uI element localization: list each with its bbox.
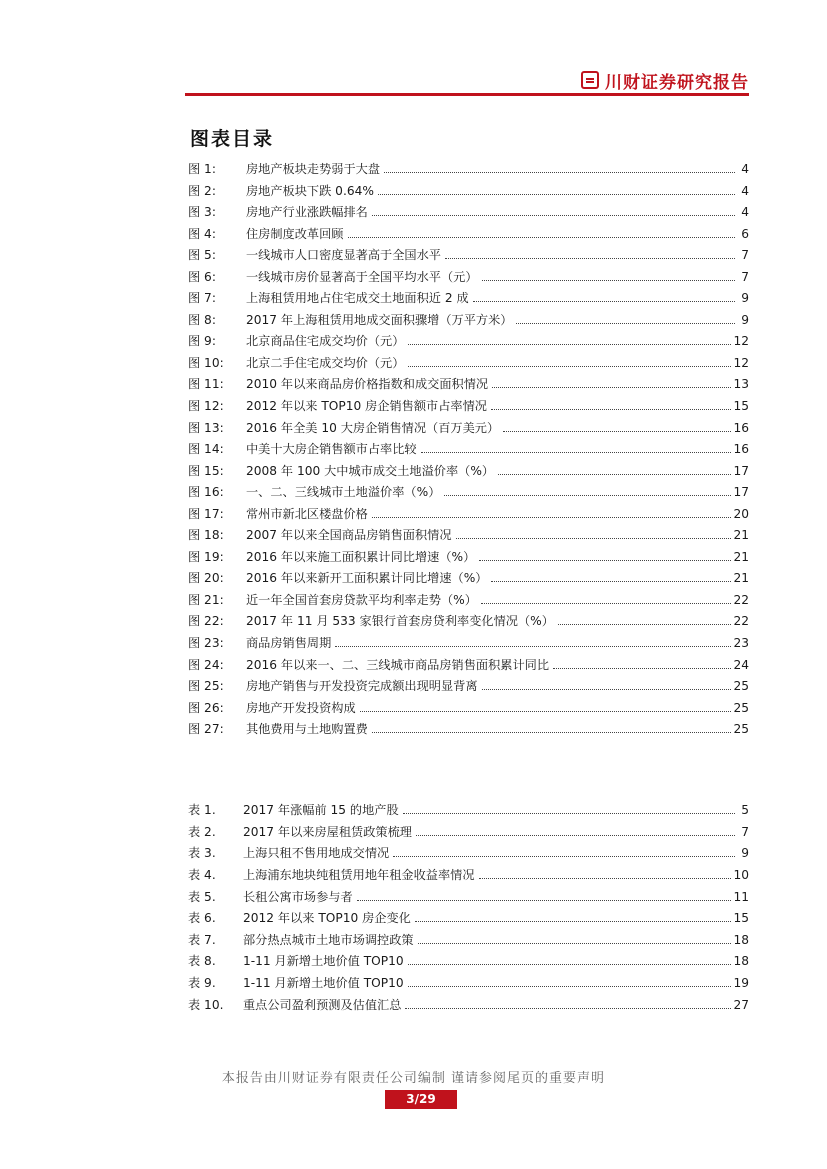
- toc-entry-title[interactable]: 2016 年以来新开工面积累计同比增速（%）: [246, 571, 488, 586]
- toc-entry-title[interactable]: 2012 年以来 TOP10 房企销售额市占率情况: [246, 399, 487, 414]
- toc-entry-number: 图 20:: [188, 571, 224, 586]
- toc-entry-number: 图 27:: [188, 722, 224, 737]
- toc-entry-page: 25: [733, 700, 749, 715]
- dot-leader: [445, 258, 735, 259]
- dot-leader: [482, 689, 732, 690]
- dot-leader: [498, 474, 731, 475]
- toc-entry-title[interactable]: 2010 年以来商品房价格指数和成交面积情况: [246, 377, 489, 392]
- toc-entry-page: 9: [741, 312, 749, 327]
- header-brand: [581, 68, 749, 92]
- toc-entry-title[interactable]: 北京二手住宅成交均价（元）: [246, 355, 405, 370]
- toc-entry-number: 图 10:: [188, 355, 224, 370]
- toc-entry-number: 图 24:: [188, 657, 224, 672]
- dot-leader: [456, 538, 732, 539]
- figure-toc-row[interactable]: [188, 611, 749, 633]
- toc-entry-title[interactable]: 上海只租不售用地成交情况: [243, 846, 390, 861]
- toc-entry-page: 13: [733, 377, 749, 392]
- figure-toc-row[interactable]: [188, 698, 749, 720]
- chuancai-logo-icon: [581, 71, 599, 89]
- dot-leader: [418, 943, 732, 944]
- toc-entry-number: 表 5.: [188, 889, 216, 904]
- toc-entry-number: 图 9:: [188, 334, 216, 349]
- toc-entry-page: 15: [733, 911, 749, 926]
- toc-entry-page: 25: [733, 722, 749, 737]
- toc-entry-number: 图 15:: [188, 463, 224, 478]
- toc-entry-number: 图 22:: [188, 614, 224, 629]
- dot-leader: [444, 495, 731, 496]
- header-rule: [185, 93, 749, 96]
- toc-entry-title[interactable]: 房地产销售与开发投资完成额出现明显背离: [246, 679, 478, 694]
- toc-entry-page: 7: [741, 824, 749, 839]
- toc-entry-title[interactable]: 部分热点城市土地市场调控政策: [243, 932, 414, 947]
- toc-entry-page: 21: [733, 571, 749, 586]
- figure-toc-row[interactable]: [188, 310, 749, 332]
- footer-disclaimer: 本报告由川财证券有限责任公司编制 谨请参阅尾页的重要声明: [221, 1071, 606, 1086]
- figure-toc-row[interactable]: [188, 655, 749, 677]
- toc-entry-number: 图 2:: [188, 183, 216, 198]
- figure-toc-row[interactable]: [188, 288, 749, 310]
- figure-toc-row[interactable]: [188, 396, 749, 418]
- figure-toc-row[interactable]: [188, 374, 749, 396]
- toc-entry-title[interactable]: 商品房销售周期: [246, 636, 332, 651]
- table-toc-row[interactable]: [188, 865, 749, 887]
- figure-toc-row[interactable]: [188, 418, 749, 440]
- dot-leader: [408, 366, 731, 367]
- toc-entry-title[interactable]: 1-11 月新增土地价值 TOP10: [243, 976, 404, 991]
- dot-leader: [479, 560, 731, 561]
- toc-entry-number: 表 4.: [188, 867, 216, 882]
- dot-leader: [384, 172, 735, 173]
- table-toc-row[interactable]: [188, 887, 749, 909]
- toc-entry-title[interactable]: 近一年全国首套房贷款平均利率走势（%）: [246, 592, 477, 607]
- toc-entry-page: 16: [733, 420, 749, 435]
- toc-entry-page: 11: [733, 889, 749, 904]
- dot-leader: [372, 732, 732, 733]
- toc-entry-page: 15: [733, 399, 749, 414]
- figure-toc-row[interactable]: [188, 331, 749, 353]
- toc-entry-title[interactable]: 上海租赁用地占住宅成交土地面积近 2 成: [246, 291, 469, 306]
- dot-leader: [516, 323, 735, 324]
- figure-toc-row[interactable]: [188, 245, 749, 267]
- toc-entry-number: 图 7:: [188, 291, 216, 306]
- figure-toc-row[interactable]: [188, 547, 749, 569]
- dot-leader: [416, 835, 735, 836]
- figure-toc-row[interactable]: [188, 181, 749, 203]
- toc-entry-page: 9: [741, 846, 749, 861]
- toc-entry-number: 图 3:: [188, 205, 216, 220]
- figure-toc-row[interactable]: [188, 202, 749, 224]
- toc-entry-page: 12: [733, 334, 749, 349]
- toc-entry-number: 表 8.: [188, 954, 216, 969]
- toc-entry-number: 表 2.: [188, 824, 216, 839]
- dot-leader: [408, 964, 732, 965]
- toc-entry-page: 25: [733, 679, 749, 694]
- toc-entry-number: 表 1.: [188, 803, 216, 817]
- table-toc-row[interactable]: [188, 951, 749, 973]
- toc-entry-page: 24: [733, 657, 749, 672]
- toc-entry-title[interactable]: 2016 年以来一、二、三线城市商品房销售面积累计同比: [246, 657, 550, 672]
- figure-toc-row[interactable]: [188, 461, 749, 483]
- dot-leader: [558, 624, 732, 625]
- dot-leader: [482, 280, 735, 281]
- toc-entry-title[interactable]: 2016 年全美 10 大房企销售情况（百万美元）: [246, 420, 500, 435]
- dot-leader: [335, 646, 731, 647]
- table-toc-row[interactable]: [188, 930, 749, 952]
- toc-entry-number: 图 12:: [188, 399, 224, 414]
- figure-toc-row[interactable]: [188, 353, 749, 375]
- dot-leader: [372, 517, 732, 518]
- toc-entry-page: 4: [741, 162, 749, 176]
- table-toc-row[interactable]: [188, 995, 749, 1017]
- dot-leader: [491, 581, 731, 582]
- figure-toc-row[interactable]: [188, 267, 749, 289]
- table-toc-row[interactable]: [188, 800, 749, 822]
- page-number-badge: 3/29: [385, 1090, 457, 1109]
- toc-entry-page: 6: [741, 226, 749, 241]
- toc-entry-page: 23: [733, 636, 749, 651]
- toc-entry-page: 16: [733, 442, 749, 457]
- dot-leader: [403, 813, 735, 814]
- figure-toc-row[interactable]: [188, 676, 749, 698]
- toc-entry-number: 图 26:: [188, 700, 224, 715]
- toc-entry-title[interactable]: 2012 年以来 TOP10 房企变化: [243, 911, 411, 926]
- table-toc-row[interactable]: [188, 973, 749, 995]
- toc-entry-page: 21: [733, 528, 749, 543]
- dot-leader: [479, 878, 732, 879]
- toc-entry-title[interactable]: 一线城市人口密度显著高于全国水平: [246, 248, 441, 263]
- figure-toc-row[interactable]: [188, 568, 749, 590]
- toc-entry-title[interactable]: 上海浦东地块纯租赁用地年租金收益率情况: [243, 867, 475, 882]
- dot-leader: [378, 194, 735, 195]
- toc-entry-page: 17: [733, 463, 749, 478]
- dot-leader: [553, 668, 731, 669]
- toc-entry-number: 图 19:: [188, 549, 224, 564]
- toc-entry-title[interactable]: 2017 年上海租赁用地成交面积骤增（万平方米）: [246, 312, 513, 327]
- figure-toc-row[interactable]: [188, 590, 749, 612]
- table-toc: [188, 800, 749, 1016]
- toc-entry-page: 18: [733, 954, 749, 969]
- toc-entry-page: 12: [733, 355, 749, 370]
- toc-entry-page: 22: [733, 592, 749, 607]
- dot-leader: [415, 921, 732, 922]
- figure-toc-row[interactable]: [188, 633, 749, 655]
- dot-leader: [360, 711, 732, 712]
- toc-entry-title[interactable]: 2007 年以来全国商品房销售面积情况: [246, 528, 452, 543]
- dot-leader: [408, 344, 731, 345]
- toc-entry-page: 7: [741, 248, 749, 263]
- dot-leader: [372, 215, 735, 216]
- toc-entry-number: 表 10.: [188, 997, 224, 1012]
- table-toc-row[interactable]: [188, 843, 749, 865]
- toc-entry-page: 21: [733, 549, 749, 564]
- toc-entry-title[interactable]: 房地产开发投资构成: [246, 700, 356, 715]
- toc-entry-title[interactable]: 常州市新北区楼盘价格: [246, 506, 368, 521]
- dot-leader: [481, 603, 732, 604]
- toc-entry-page: 17: [733, 485, 749, 500]
- toc-entry-title[interactable]: 房地产行业涨跌幅排名: [246, 205, 368, 220]
- table-toc-row[interactable]: [188, 908, 749, 930]
- toc-entry-title[interactable]: 2017 年以来房屋租赁政策梳理: [243, 824, 412, 839]
- toc-entry-page: 5: [741, 803, 749, 817]
- figure-toc-row[interactable]: [188, 439, 749, 461]
- dot-leader: [503, 431, 731, 432]
- dot-leader: [473, 301, 735, 302]
- toc-entry-page: 22: [733, 614, 749, 629]
- toc-entry-number: 图 23:: [188, 636, 224, 651]
- toc-entry-title[interactable]: 重点公司盈利预测及估值汇总: [243, 997, 402, 1012]
- toc-entry-number: 表 3.: [188, 846, 216, 861]
- dot-leader: [357, 900, 732, 901]
- toc-entry-title[interactable]: 一、二、三线城市土地溢价率（%）: [246, 485, 441, 500]
- toc-entry-title[interactable]: 北京商品住宅成交均价（元）: [246, 334, 405, 349]
- toc-entry-page: 18: [733, 932, 749, 947]
- figure-toc-row[interactable]: [188, 159, 749, 181]
- section-title: 图表目录: [190, 128, 275, 150]
- toc-entry-page: 4: [741, 183, 749, 198]
- toc-entry-number: 表 6.: [188, 911, 216, 926]
- toc-entry-number: 图 6:: [188, 269, 216, 284]
- figure-toc-row[interactable]: [188, 719, 749, 741]
- toc-entry-title[interactable]: 中美十大房企销售额市占率比较: [246, 442, 417, 457]
- toc-entry-number: 图 18:: [188, 528, 224, 543]
- toc-entry-title[interactable]: 2017 年 11 月 533 家银行首套房贷利率变化情况（%）: [246, 614, 554, 629]
- toc-entry-title[interactable]: 2016 年以来施工面积累计同比增速（%）: [246, 549, 476, 564]
- toc-entry-number: 图 16:: [188, 485, 224, 500]
- table-toc-row[interactable]: [188, 822, 749, 844]
- toc-entry-page: 9: [741, 291, 749, 306]
- figure-toc-row[interactable]: [188, 525, 749, 547]
- figure-toc-row[interactable]: [188, 482, 749, 504]
- figure-toc: [188, 159, 749, 741]
- figure-toc-row[interactable]: [188, 504, 749, 526]
- toc-entry-number: 图 11:: [188, 377, 224, 392]
- toc-entry-number: 图 14:: [188, 442, 224, 457]
- toc-entry-number: 图 8:: [188, 312, 216, 327]
- toc-entry-title[interactable]: 2008 年 100 大中城市成交土地溢价率（%）: [246, 463, 495, 478]
- toc-entry-number: 图 25:: [188, 679, 224, 694]
- toc-entry-page: 20: [733, 506, 749, 521]
- toc-entry-title[interactable]: 一线城市房价显著高于全国平均水平（元）: [246, 269, 478, 284]
- dot-leader: [393, 856, 735, 857]
- toc-entry-number: 图 5:: [188, 248, 216, 263]
- dot-leader: [405, 1008, 731, 1009]
- toc-entry-title[interactable]: 房地产板块走势弱于大盘: [246, 162, 381, 176]
- brand-title: 川财证券研究报告: [605, 72, 749, 93]
- toc-entry-page: 19: [733, 976, 749, 991]
- toc-entry-title[interactable]: 长租公寓市场参与者: [243, 889, 353, 904]
- toc-entry-number: 表 7.: [188, 932, 216, 947]
- dot-leader: [348, 237, 736, 238]
- dot-leader: [408, 986, 732, 987]
- toc-entry-title[interactable]: 房地产板块下跌 0.64%: [246, 183, 374, 198]
- toc-entry-title[interactable]: 2017 年涨幅前 15 的地产股: [243, 803, 399, 817]
- toc-entry-number: 图 4:: [188, 226, 216, 241]
- toc-entry-number: 图 1:: [188, 162, 216, 176]
- figure-toc-row[interactable]: [188, 224, 749, 246]
- toc-entry-page: 7: [741, 269, 749, 284]
- toc-entry-title[interactable]: 1-11 月新增土地价值 TOP10: [243, 954, 404, 969]
- dot-leader: [491, 409, 732, 410]
- toc-entry-title[interactable]: 住房制度改革回顾: [246, 226, 344, 241]
- toc-entry-number: 表 9.: [188, 976, 216, 991]
- toc-entry-title[interactable]: 其他费用与土地购置费: [246, 722, 368, 737]
- toc-entry-number: 图 17:: [188, 506, 224, 521]
- dot-leader: [421, 452, 732, 453]
- toc-entry-number: 图 21:: [188, 592, 224, 607]
- toc-entry-number: 图 13:: [188, 420, 224, 435]
- toc-entry-page: 4: [741, 205, 749, 220]
- toc-entry-page: 27: [733, 997, 749, 1012]
- toc-entry-page: 10: [733, 867, 749, 882]
- dot-leader: [492, 387, 731, 388]
